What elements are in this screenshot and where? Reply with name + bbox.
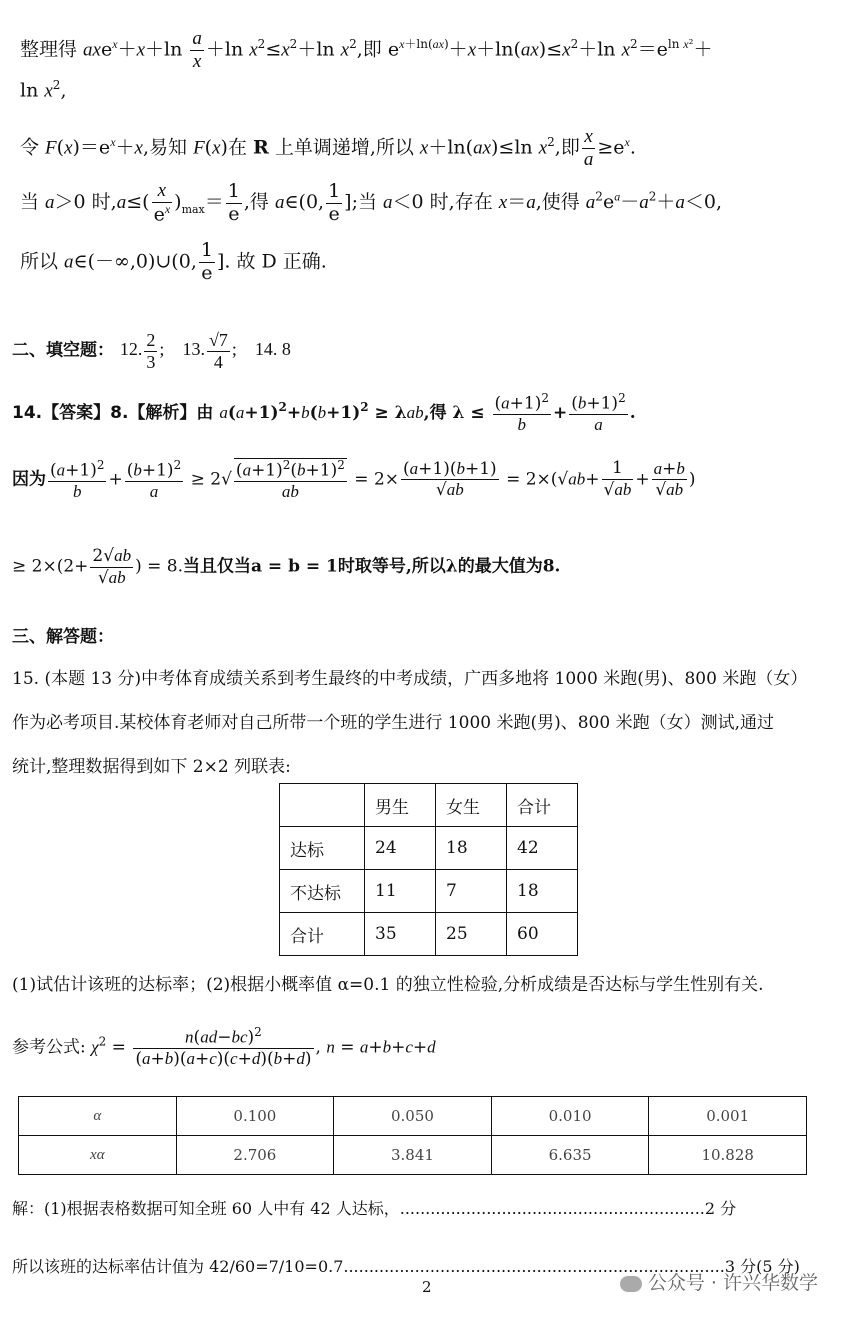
reference-formula: 参考公式: $\chi^2$ = $\frac{n(ad-bc)^2}{(a+b)(a+c)(c+d)(b+d)}$ , n = a+b+c+d <box>12 1025 436 1070</box>
critical-value-table <box>18 1096 807 1175</box>
q14-conclusion: 当且仅当a = b = 1时取等号,所以λ的最大值为8. <box>182 556 561 577</box>
derivation-line-4: 当 a＞0 时,a≤( $\frac{x}{e^x}$ )$_{max}=$ $\frac{1}{e}$ ,得 a∈(0, $\frac{1}{e}$ ];当 a＜0 时,存在 x＝a,使得 $a^2e^a-a^2+a<0$, <box>20 179 722 226</box>
solution-line-2: 所以该班的达标率估计值为 42/60=7/10=0.7...........................................................................3 分(5 分) <box>12 1257 800 1276</box>
q15-paragraph-3: 统计,整理数据得到如下 2×2 列联表: <box>12 757 291 777</box>
q14-conclusion-line: ≥ 2×(2+ $\frac{2√ab}{√ab}$ ) = 8.当且仅当a = b = 1时取等号,所以λ的最大值为8. <box>12 546 561 588</box>
q14-answer-line: 14.【答案】8.【解析】由 $a(a+1)^2+b(b+1)^2 \ge \lambda ab$,得 λ ≤ $\frac{(a+1)^2}{b}$ + $\frac{(b+1)^2}{a}$ . <box>12 391 636 435</box>
section-2-title: 二、填空题： <box>12 340 114 361</box>
wechat-icon <box>620 1276 642 1292</box>
table-row: 合计 35 25 60 <box>280 913 578 956</box>
derivation-line-5: 所以 a∈(－∞,0)∪(0, $\frac{1}{e}$ ]. 故 D 正确. <box>20 239 327 284</box>
q14-inequality-line: 因为 $\frac{(a+1)^2}{b}$ + $\frac{(b+1)^2}{a}$ ≥ 2√ $\frac{(a+1)^2(b+1)^2}{ab}$ = 2× $\frac{(a+1)(b+1)}{√ab}$ = 2×(√ab+ $\frac{1}{√ab}$ + $\frac{a+b}{√ab}$ ) <box>12 457 696 502</box>
watermark: 公众号 · 许兴华数学 <box>620 1268 818 1295</box>
contingency-table <box>279 783 578 956</box>
table-row: 男生 女生 合计 <box>280 784 578 827</box>
solution-line-1: 解：(1)根据表格数据可知全班 60 人中有 42 人达标，............................................................2 分 <box>12 1199 737 1218</box>
derivation-line-3: 令 $F(x)=e^x+x$,易知 F(x)在 R 上单调递增,所以 x＋ln(ax)≤ln $x^2$,即 $\frac{x}{a}$ $\ge e^x$. <box>20 126 636 170</box>
page-number: 2 <box>422 1278 432 1296</box>
table-row: α 0.100 0.050 0.010 0.001 <box>19 1097 807 1136</box>
fill-in-answers: 二、填空题： 12. $\frac{2}{3}$ ; 13. $\frac{√7}{4}$ ; 14. 8 <box>12 330 291 372</box>
table-row: 达标 24 18 42 <box>280 827 578 870</box>
table-row: 不达标 11 7 18 <box>280 870 578 913</box>
q15-paragraph-2: 作为必考项目.某校体育老师对自己所带一个班的学生进行 1000 米跑(男)、800 米跑（女）测试,通过 <box>12 713 774 733</box>
section-3-title: 三、解答题： <box>12 627 114 647</box>
q15-questions: (1)试估计该班的达标率；(2)根据小概率值 α=0.1 的独立性检验,分析成绩是否达标与学生性别有关. <box>12 975 764 995</box>
table-row: xα 2.706 3.841 6.635 10.828 <box>19 1136 807 1175</box>
formula-label: 参考公式: <box>12 1037 86 1058</box>
derivation-line-2: $\ln x^2$, <box>20 78 67 102</box>
q15-paragraph-1: 15. (本题 13 分)中考体育成绩关系到考生最终的中考成绩，广西多地将 1000 米跑(男)、800 米跑（女） <box>12 669 808 689</box>
q14-head: 14.【答案】8.【解析】 <box>12 402 197 423</box>
derivation-line-1: 整理得 axe$^x$＋x＋ln $\frac{a}{x}$ ＋ln $x^2\le x^2+\ln$ $x^2$,即 $e^{x+ln(ax)}+x+\ln(ax)\le x^2+\ln$ $x^2=e^{ln x^2}+$ <box>20 28 713 72</box>
